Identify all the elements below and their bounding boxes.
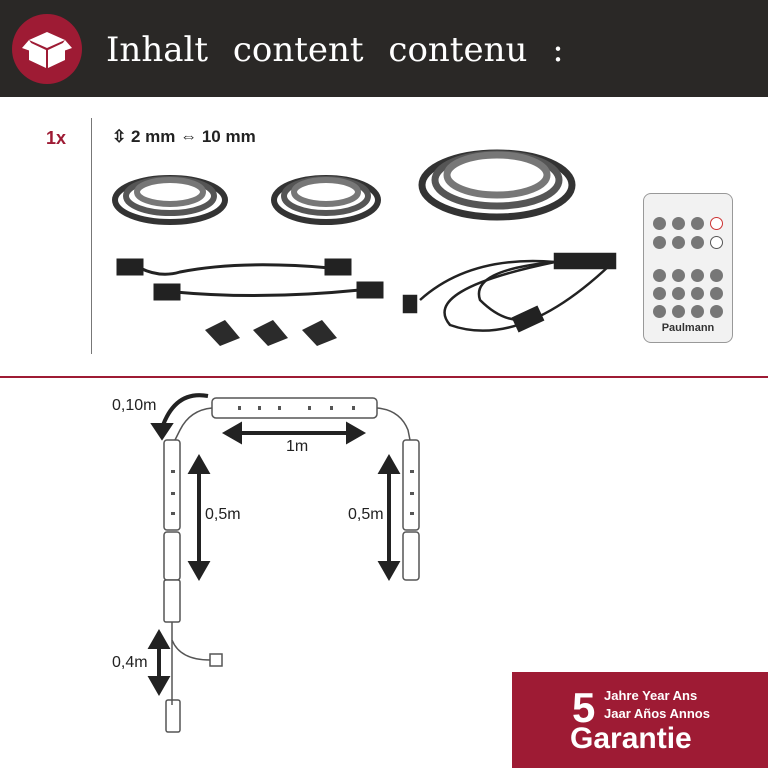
- length-label-05m-right: 0,5m: [348, 506, 384, 523]
- guarantee-line-1: Jahre Year Ans: [604, 688, 698, 703]
- length-label-04m: 0,4m: [112, 654, 148, 671]
- page-title: Inhalt content contenu :: [106, 30, 564, 70]
- dimensions-label: ⇳ 2 mm ⇔ 10 mm: [112, 127, 256, 146]
- quantity-label: 1x: [46, 128, 67, 148]
- guarantee-badge: [512, 672, 768, 768]
- guarantee-years: 5: [572, 684, 596, 731]
- remote-brand-label: Paulmann: [661, 322, 715, 334]
- length-label-05m-left: 0,5m: [205, 506, 241, 523]
- length-label-1m: 1m: [286, 438, 309, 455]
- guarantee-line-2: Jaar Años Annos: [604, 706, 710, 721]
- guarantee-label: Garantie: [570, 722, 692, 755]
- length-label-010m: 0,10m: [112, 397, 157, 414]
